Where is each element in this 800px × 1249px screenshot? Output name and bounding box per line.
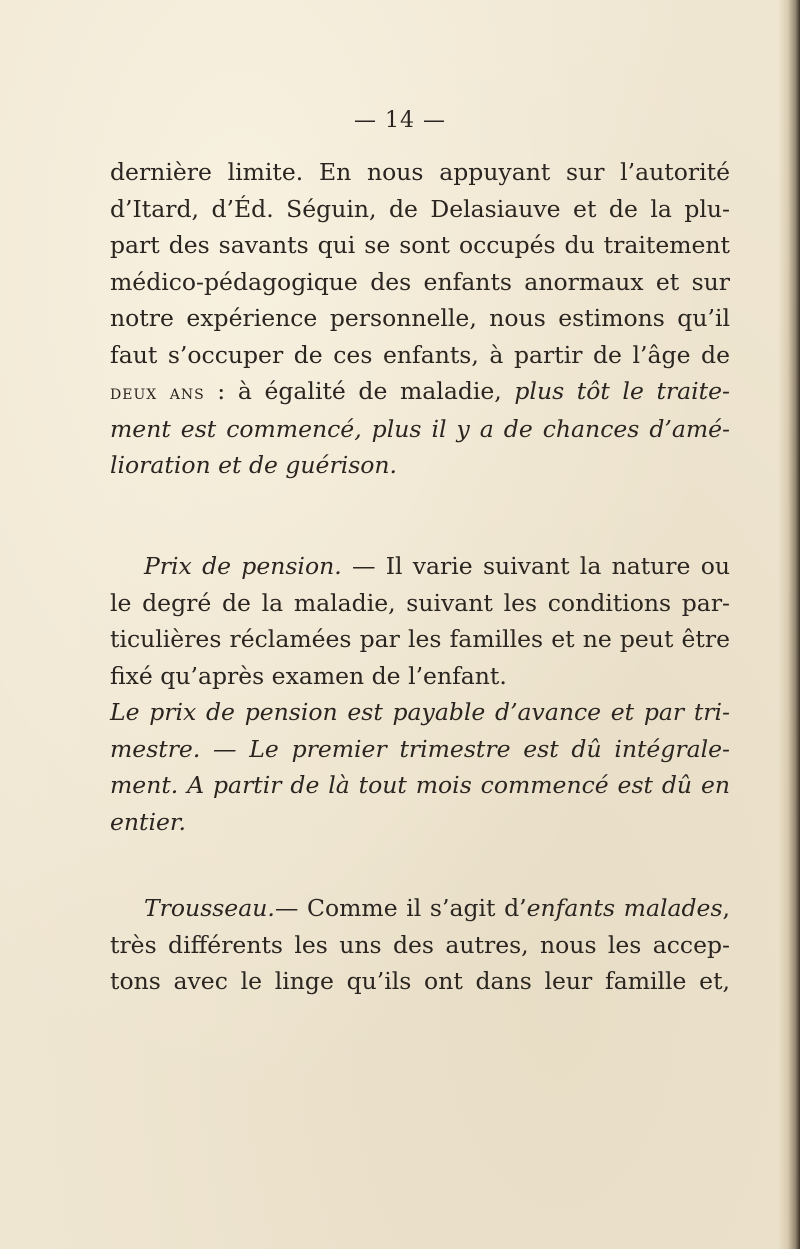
text-line: faut s’occuper de ces enfants, à partir de l’âge de (110, 340, 730, 369)
text-line: part des savants qui se sont occupés du traitement (110, 231, 730, 259)
text-line: mestre. — Le premier trimestre est dû intégrale- (110, 734, 730, 763)
text-line: dernière limite. En nous appuyant sur l’autorité (110, 158, 730, 186)
text-line (110, 548, 730, 585)
paragraph-treatment-age (110, 154, 730, 484)
text-line: très différents les uns des autres, nous les accep- (110, 930, 730, 959)
text-line: médico-pédagogique des enfants anormaux et sur (110, 267, 730, 296)
text-line: ment est commencé, plus il y a de chances d’amé- (110, 414, 730, 443)
text-line: tons avec le linge qu’ils ont dans leur famille et, (110, 967, 730, 995)
paragraph-trousseau (110, 890, 730, 1000)
text-line: ment. A partir de là tout mois commencé est dû en (110, 771, 730, 799)
text-line (110, 890, 730, 927)
text-segment: — Comme il s’agit d’ (274, 894, 527, 922)
text-line: entier. (110, 807, 187, 836)
text-line (110, 373, 730, 411)
italic-text: plus tôt le traite- (514, 377, 730, 405)
text-line: d’Itard, d’Éd. Séguin, de Delasiauve et de la plu- (110, 194, 730, 223)
text-segment: : à égalité de maladie, (204, 377, 515, 405)
text-line: lioration et de guérison. (110, 451, 398, 479)
text-line: ticulières réclamées par les familles et ne peut être (110, 625, 730, 653)
section-heading: Prix de pension. (144, 552, 342, 580)
page-edge-shadow (778, 0, 800, 1249)
italic-text: enfants malades (526, 894, 723, 922)
text-line: Le prix de pension est payable d’avance et par tri- (110, 698, 730, 726)
text-line: notre expérience personnelle, nous estimons qu’il (110, 304, 730, 332)
small-caps-text: deux ans (110, 380, 205, 404)
text-line: le degré de la maladie, suivant les conditions par- (110, 588, 730, 617)
text-line: fixé qu’après examen de l’enfant. (110, 661, 507, 690)
section-heading: Trousseau. (144, 894, 275, 922)
text-segment: , (722, 894, 730, 922)
page-number: — 14 — (354, 108, 446, 133)
text-segment: — Il varie suivant la nature ou (341, 552, 730, 580)
paragraph-boarding-price (110, 548, 730, 840)
